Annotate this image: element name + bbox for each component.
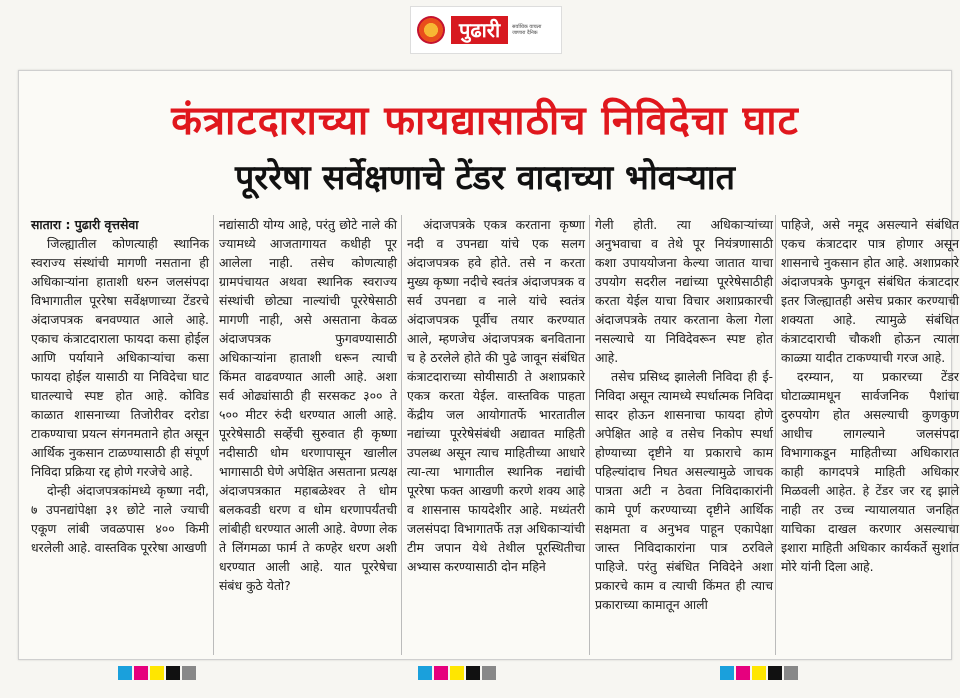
color-swatch <box>450 666 464 680</box>
color-swatch <box>418 666 432 680</box>
column-divider <box>213 215 214 655</box>
color-swatch <box>134 666 148 680</box>
color-swatch <box>466 666 480 680</box>
color-swatch <box>768 666 782 680</box>
newspaper-masthead <box>410 6 562 54</box>
print-color-bar <box>118 666 198 680</box>
subheadline: पूररेषा सर्वेक्षणाचे टेंडर वादाच्या भोवऱ्यात <box>235 158 735 198</box>
masthead-title: पुढारी <box>451 16 508 44</box>
pudhari-logo-icon <box>417 16 445 44</box>
headline: कंत्राटदाराच्या फायद्यासाठीच निविदेचा घाट <box>171 98 799 144</box>
color-swatch <box>434 666 448 680</box>
paragraph: तसेच प्रसिध्द झालेली निविदा ही ई-निविदा असून त्यामध्ये स्पर्धात्मक निविदा सादर होऊन शासनाचा फायदा होणे अपेक्षित आहे व तसेच निकोप स्पर्धा होण्याच्या दृष्टीने या प्रकाराचे काम पहिल्यांदाच निघत असल्यामुळे जाचक पात्रता अटी न ठेवता निविदाकारांनी कामे पूर्ण करण्याच्या दृष्टीने आर्थिक सक्षमता व अनुभव पाहून एकापेक्षा जास्त निविदाकारांना पात्र ठरविले पाहिजे. परंतु संबंधित निविदेने अशा प्रकारचे काम व त्याची किंमत ही त्याच प्रकाराच्या कामातून आली <box>595 369 773 612</box>
color-swatch <box>752 666 766 680</box>
print-color-bar <box>720 666 800 680</box>
column-divider <box>401 215 402 655</box>
news-clipping <box>18 70 959 660</box>
dateline: सातारा : पुढारी वृत्तसेवा <box>31 217 139 232</box>
paragraph: अंदाजपत्रके एकत्र करताना कृष्णा नदी व उपनद्या यांचे एक सलग अंदाजपत्रक हवे होते. तसे न करता मुख्य कृष्णा नदीचे स्वतंत्र अंदाजपत्रक व सर्व उपनद्या व नाले यांचे स्वतंत्र अंदाजपत्रक पूर्वीच तयार करण्यात आले, म्हणजेच अंदाजपत्रक बनविताना च हे ठरलेले होते की पुढे जावून संबंधित कंत्राटदाराच्या सोयीसाठी ते अशाप्रकारे एकत्र करता येईल. वास्तविक पाहता केंद्रीय जल आयोगातर्फे भारतातील नद्यांच्या पूररेषेसंबंधी अद्यावत माहिती उपलब्ध असून त्याच माहितीच्या आधारे त्या-त्या भागातील स्थानिक नद्यांची पूररेषा फक्त आखणी करणे शक्य आहे व शासनास फायदेशीर आहे. मध्यंतरी जलसंपदा विभागातर्फे तज्ञ अधिकाऱ्यांची टीम जपान येथे तेथील पूरस्थितीचा अभ्यास करण्यासाठी दोन महिने <box>407 217 585 574</box>
article-column-4 <box>595 215 773 614</box>
column-divider <box>775 215 776 655</box>
column-divider <box>589 215 590 655</box>
paragraph: दरम्यान, या प्रकारच्या टेंडर घोटाळ्यामधून सार्वजनिक पैशांचा दुरुपयोग होत असल्याची कुणकुण आधीच लागल्याने जलसंपदा विभागाकडून माहितीच्या अधिकारात काही कागदपत्रे माहिती अधिकार मिळवली आहेत. हे टेंडर जर रद्द झाले नाही तर उच्च न्यायालयात जनहित याचिका दाखल करणार असल्याचा इशारा माहिती अधिकार कार्यकर्ते सुशांत मोरे यांनी दिला आहे. <box>781 369 959 574</box>
article-column-2 <box>219 215 397 595</box>
color-swatch <box>118 666 132 680</box>
paragraph: पाहिजे, असे नमूद असल्याने संबंधित एकच कंत्राटदार पात्र होणार असून शासनाचे नुकसान होत आहे. अशाप्रकारे अंदाजपत्रके फुगवून संबंधित कंत्राटदार इतर जिल्ह्यातही असेच प्रकार करण्याची शक्यता आहे. त्यामुळे संबंधित कंत्राटदाराची चौकशी होऊन त्याला काळ्या यादीत टाकण्याची गरज आहे. <box>781 217 959 365</box>
color-swatch <box>784 666 798 680</box>
article-column-5 <box>781 215 959 576</box>
masthead-tagline: सर्वाधिक वाचला जाणारा दैनिक <box>512 24 542 36</box>
article-column-1 <box>31 215 209 557</box>
color-swatch <box>720 666 734 680</box>
color-swatch <box>736 666 750 680</box>
paragraph: गेली होती. त्या अधिकाऱ्यांच्या अनुभवाचा व तेथे पूर नियंत्रणासाठी कशा उपाययोजना केल्या जातात याचा उपयोग सदरील नद्यांच्या पूररेषेसाठीही करता येईल याचा विचार अशाप्रकारची अंदाजपत्रके तयार करताना केला गेला नसल्याचे या निविदेवरून स्पष्ट होत आहे. <box>595 217 773 365</box>
article-column-3 <box>407 215 585 576</box>
color-swatch <box>182 666 196 680</box>
paragraph: दोन्ही अंदाजपत्रकांमध्ये कृष्णा नदी, ७ उपनद्यांपेक्षा ३१ छोटे नाले ज्याची एकूण लांबी जवळपास ४०० किमी धरलेली आहे. वास्तविक पूररेषा आखणी <box>31 483 209 555</box>
color-swatch <box>150 666 164 680</box>
paragraph: नद्यांसाठी योग्य आहे, परंतु छोटे नाले की ज्यामध्ये आजतागायत कधीही पूर आलेला नाही. तसेच कोणत्याही ग्रामपंचायत अथवा स्थानिक स्वराज्य संस्थांची छोट्या नाल्यांची पूररेषेसाठी मागणी नाही, असे असताना केवळ अंदाजपत्रक फुगवण्यासाठी अधिकाऱ्यांना हाताशी धरून त्याची किंमत वाढवण्यात आली आहे. अशा सर्व ओढ्यांसाठी ही सरसकट ३०० ते ५०० मीटर रुंदी धरण्यात आली आहे. पूररेषेसाठी सर्व्हेची सुरुवात ही कृष्णा नदीसाठी धोम धरणापासून खालील भागासाठी घेणे अपेक्षित असताना प्रत्यक्ष अंदाजपत्रकात महाबळेश्वर ते धोम बलकवडी धरण व धोम धरणापर्यंतची लांबीही धरण्यात आली आहे. वेण्णा लेक ते लिंगमळा फार्म ते कण्हेर धरण अशी धरण्यात आली आहे. यात पूररेषेचा संबंध कुठे येतो? <box>219 217 397 593</box>
print-color-bar <box>418 666 498 680</box>
color-swatch <box>482 666 496 680</box>
color-swatch <box>166 666 180 680</box>
paragraph: जिल्ह्यातील कोणत्याही स्थानिक स्वराज्य संस्थांची मागणी नसताना ही अधिकाऱ्यांना हाताशी धरुन जलसंपदा विभागातील पूररेषा सर्वेक्षणाच्या टेंडरचे अंदाजपत्रक बनवण्यात आले आहे. एकाच कंत्राटदाराला फायदा कसा होईल आणि पर्यायाने अधिकाऱ्यांचा कसा फायदा होईल यासाठी या निविदेचा घाट घातल्याचे स्पष्ट होत आहे. कोविड काळात शासनाच्या तिजोरीवर दरोडा टाकण्याचा प्रयत्न संगनमताने होत असून आर्थिक नुकसान टाळण्यासाठी ही संपूर्ण निविदा प्रक्रिया रद्द होणे गरजेचे आहे. <box>31 236 209 479</box>
